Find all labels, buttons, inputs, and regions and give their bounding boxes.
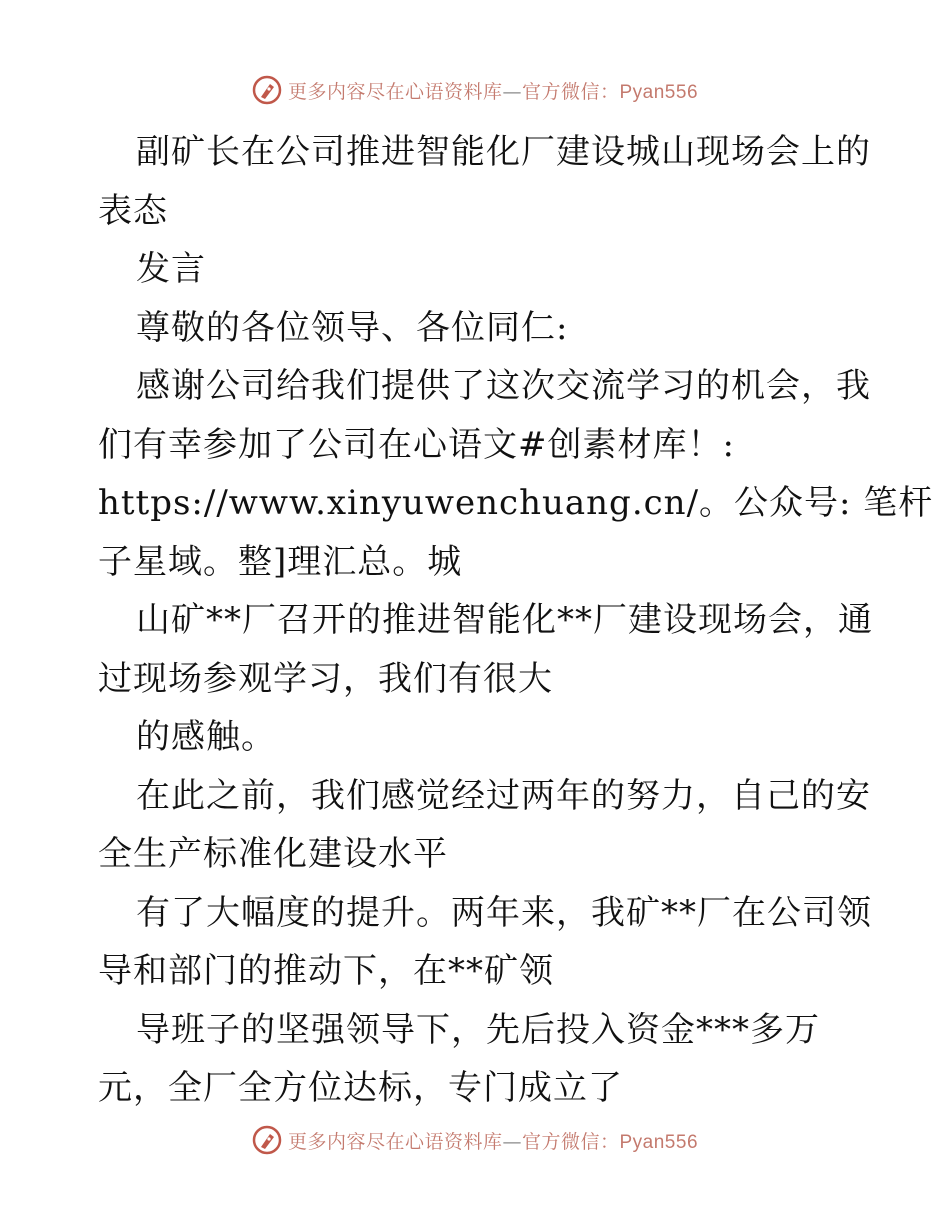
banner-main-text: 更多内容尽在心语资料库 — [287, 80, 503, 103]
paragraph-line: 导和部门的推动下，在**矿领 — [98, 951, 554, 991]
paragraph-line: 元，全厂全方位达标，专门成立了 — [98, 1068, 623, 1108]
banner-text — [288, 77, 698, 104]
paragraph-line: 子星域。整]理汇总。城 — [98, 541, 463, 582]
header-banner — [0, 70, 950, 110]
banner-separator: — — [502, 80, 522, 103]
paragraph-line: 导班子的坚强领导下，先后投入资金***多万 — [136, 1009, 820, 1050]
paragraph-line: 在此之前，我们感觉经过两年的努力，自己的安 — [136, 775, 871, 816]
banner-text — [288, 1127, 698, 1154]
title-line-1: 副矿长在公司推进智能化厂建设城山现场会上的 — [136, 132, 871, 172]
paragraph-line: 的感触。 — [136, 717, 276, 757]
banner-account-text: Pyan556 — [619, 81, 699, 103]
banner-main-text: 更多内容尽在心语资料库 — [287, 1130, 503, 1153]
title-line-2: 表态 — [98, 190, 168, 231]
banner-official-text: 官方微信： — [521, 1130, 620, 1153]
paragraph-line: 们有幸参加了公司在心语文#创素材库！: — [98, 424, 735, 465]
pen-nib-logo-icon — [252, 1125, 282, 1155]
title-line-3: 发言 — [136, 249, 206, 289]
pen-nib-logo-icon — [252, 75, 282, 105]
footer-banner — [0, 1120, 950, 1160]
banner-separator: — — [502, 1130, 522, 1153]
paragraph-line: 山矿**厂召开的推进智能化**厂建设现场会，通 — [136, 600, 873, 640]
paragraph-line: 感谢公司给我们提供了这次交流学习的机会，我 — [136, 366, 871, 406]
banner-account-text: Pyan556 — [619, 1131, 699, 1153]
paragraph-line: https://www.xinyuwenchuang.cn/。公众号: 笔杆 — [98, 483, 934, 523]
paragraph-line: 全生产标准化建设水平 — [98, 834, 448, 874]
banner-official-text: 官方微信： — [521, 80, 620, 103]
paragraph-line: 过现场参观学习，我们有很大 — [98, 658, 553, 699]
document-body — [98, 123, 934, 1118]
salutation: 尊敬的各位领导、各位同仁: — [136, 307, 569, 348]
paragraph-line: 有了大幅度的提升。两年来，我矿**厂在公司领 — [136, 892, 872, 933]
